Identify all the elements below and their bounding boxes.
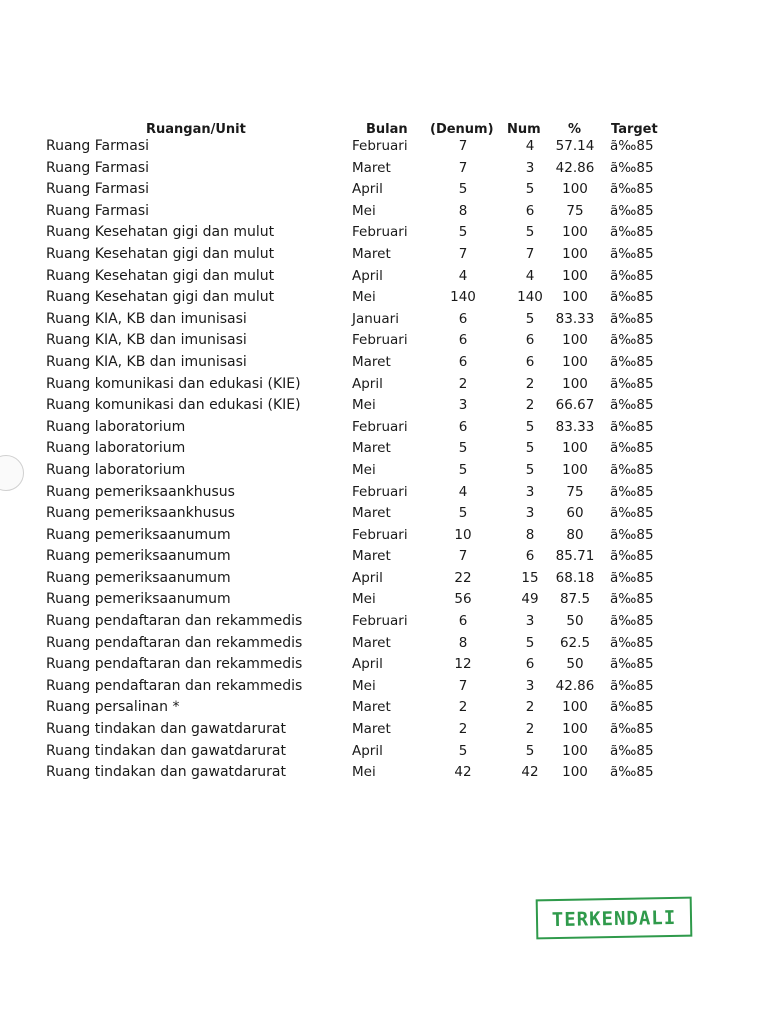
cell-target: ã‰85 <box>610 397 654 414</box>
cell-percent: 100 <box>562 267 588 284</box>
cell-percent: 87.5 <box>559 591 591 608</box>
cell-unit: Ruang Kesehatan gigi dan mulut <box>46 289 275 306</box>
cell-denum: 7 <box>458 159 468 176</box>
table-row <box>0 222 768 244</box>
cell-unit: Ruang pendaftaran dan rekammedis <box>46 634 303 651</box>
cell-target: ã‰85 <box>610 483 654 500</box>
cell-bulan: Maret <box>352 245 391 262</box>
table-row <box>0 352 768 374</box>
cell-num: 6 <box>525 353 535 370</box>
cell-denum: 5 <box>458 181 468 198</box>
cell-num: 6 <box>525 202 535 219</box>
cell-percent: 50 <box>566 613 584 630</box>
cell-num: 5 <box>525 742 535 759</box>
cell-unit: Ruang komunikasi dan edukasi (KIE) <box>46 375 301 392</box>
cell-percent: 100 <box>562 245 588 262</box>
cell-unit: Ruang laboratorium <box>46 418 186 435</box>
cell-bulan: Februari <box>352 332 408 349</box>
cell-bulan: April <box>352 181 383 198</box>
cell-denum: 7 <box>458 548 468 565</box>
cell-denum: 5 <box>458 461 468 478</box>
cell-target: ã‰85 <box>610 418 654 435</box>
cell-unit: Ruang Farmasi <box>46 138 150 154</box>
cell-denum: 7 <box>458 138 468 154</box>
cell-denum: 5 <box>458 505 468 522</box>
cell-target: ã‰85 <box>610 181 654 198</box>
cell-denum: 56 <box>454 591 472 608</box>
cell-denum: 8 <box>458 202 468 219</box>
header-denum: (Denum) <box>430 122 494 137</box>
cell-denum: 6 <box>458 613 468 630</box>
cell-num: 5 <box>525 310 535 327</box>
cell-denum: 10 <box>454 526 472 543</box>
cell-unit: Ruang laboratorium <box>46 440 186 457</box>
cell-percent: 57.14 <box>555 138 595 154</box>
cell-num: 4 <box>525 267 535 284</box>
cell-percent: 100 <box>562 181 588 198</box>
table-row <box>0 287 768 309</box>
cell-bulan: Mei <box>352 677 376 694</box>
cell-unit: Ruang pemeriksaankhusus <box>46 505 235 522</box>
table-row <box>0 525 768 547</box>
cell-denum: 2 <box>458 721 468 738</box>
cell-unit: Ruang komunikasi dan edukasi (KIE) <box>46 397 301 414</box>
cell-num: 42 <box>521 764 539 781</box>
cell-target: ã‰85 <box>610 764 654 781</box>
cell-bulan: Februari <box>352 418 408 435</box>
cell-unit: Ruang Farmasi <box>46 181 150 198</box>
cell-denum: 8 <box>458 634 468 651</box>
cell-unit: Ruang KIA, KB dan imunisasi <box>46 310 247 327</box>
table-row <box>0 201 768 223</box>
cell-bulan: Februari <box>352 613 408 630</box>
cell-denum: 4 <box>458 483 468 500</box>
cell-unit: Ruang pemeriksaanumum <box>46 548 231 565</box>
table-row <box>0 676 768 698</box>
cell-unit: Ruang laboratorium <box>46 461 186 478</box>
cell-bulan: Februari <box>352 224 408 241</box>
cell-unit: Ruang Farmasi <box>46 159 150 176</box>
cell-num: 140 <box>517 289 543 306</box>
cell-percent: 100 <box>562 721 588 738</box>
cell-target: ã‰85 <box>610 548 654 565</box>
cell-denum: 6 <box>458 418 468 435</box>
cell-bulan: April <box>352 267 383 284</box>
cell-unit: Ruang KIA, KB dan imunisasi <box>46 353 247 370</box>
cell-num: 4 <box>525 138 535 154</box>
table-row <box>0 719 768 741</box>
cell-denum: 5 <box>458 742 468 759</box>
cell-target: ã‰85 <box>610 742 654 759</box>
cell-bulan: April <box>352 569 383 586</box>
cell-target: ã‰85 <box>610 353 654 370</box>
cell-bulan: Maret <box>352 440 391 457</box>
cell-denum: 6 <box>458 310 468 327</box>
cell-bulan: Mei <box>352 764 376 781</box>
cell-num: 15 <box>521 569 539 586</box>
cell-percent: 85.71 <box>555 548 595 565</box>
cell-denum: 5 <box>458 224 468 241</box>
cell-percent: 100 <box>562 764 588 781</box>
cell-target: ã‰85 <box>610 310 654 327</box>
cell-num: 5 <box>525 224 535 241</box>
cell-target: ã‰85 <box>610 505 654 522</box>
cell-target: ã‰85 <box>610 332 654 349</box>
cell-unit: Ruang tindakan dan gawatdarurat <box>46 721 286 738</box>
table-row <box>0 741 768 763</box>
cell-target: ã‰85 <box>610 138 654 154</box>
cell-num: 3 <box>525 483 535 500</box>
cell-num: 6 <box>525 656 535 673</box>
cell-unit: Ruang pendaftaran dan rekammedis <box>46 677 303 694</box>
cell-percent: 100 <box>562 742 588 759</box>
cell-percent: 75 <box>566 202 584 219</box>
cell-target: ã‰85 <box>610 526 654 543</box>
cell-num: 5 <box>525 181 535 198</box>
table-row <box>0 309 768 331</box>
cell-denum: 140 <box>450 289 476 306</box>
cell-denum: 2 <box>458 375 468 392</box>
cell-num: 2 <box>525 721 535 738</box>
cell-bulan: Maret <box>352 353 391 370</box>
cell-percent: 66.67 <box>555 397 595 414</box>
cell-bulan: Mei <box>352 289 376 306</box>
cell-bulan: Februari <box>352 138 408 154</box>
table-row <box>0 697 768 719</box>
cell-unit: Ruang KIA, KB dan imunisasi <box>46 332 247 349</box>
cell-percent: 50 <box>566 656 584 673</box>
cell-target: ã‰85 <box>610 569 654 586</box>
cell-unit: Ruang tindakan dan gawatdarurat <box>46 742 286 759</box>
cell-percent: 100 <box>562 375 588 392</box>
cell-num: 2 <box>525 699 535 716</box>
cell-target: ã‰85 <box>610 699 654 716</box>
table-row <box>0 503 768 525</box>
cell-num: 49 <box>521 591 539 608</box>
cell-bulan: Maret <box>352 505 391 522</box>
cell-bulan: Maret <box>352 634 391 651</box>
cell-percent: 42.86 <box>555 677 595 694</box>
cell-target: ã‰85 <box>610 289 654 306</box>
cell-denum: 7 <box>458 677 468 694</box>
cell-target: ã‰85 <box>610 267 654 284</box>
table-row <box>0 654 768 676</box>
cell-percent: 75 <box>566 483 584 500</box>
cell-target: ã‰85 <box>610 634 654 651</box>
table-row <box>0 244 768 266</box>
cell-target: ã‰85 <box>610 224 654 241</box>
cell-target: ã‰85 <box>610 375 654 392</box>
cell-num: 8 <box>525 526 535 543</box>
cell-unit: Ruang pendaftaran dan rekammedis <box>46 613 303 630</box>
cell-percent: 83.33 <box>555 310 595 327</box>
table-row <box>0 568 768 590</box>
cell-percent: 42.86 <box>555 159 595 176</box>
cell-denum: 5 <box>458 440 468 457</box>
cell-bulan: Maret <box>352 699 391 716</box>
cell-num: 3 <box>525 505 535 522</box>
cell-percent: 68.18 <box>555 569 595 586</box>
cell-percent: 83.33 <box>555 418 595 435</box>
header-bulan: Bulan <box>366 122 408 137</box>
cell-unit: Ruang pemeriksaanumum <box>46 591 231 608</box>
cell-denum: 4 <box>458 267 468 284</box>
cell-unit: Ruang Kesehatan gigi dan mulut <box>46 267 275 284</box>
cell-unit: Ruang pemeriksaankhusus <box>46 483 235 500</box>
cell-bulan: April <box>352 375 383 392</box>
header-target: Target <box>611 122 658 137</box>
header-num: Num <box>507 122 541 137</box>
cell-bulan: Maret <box>352 159 391 176</box>
table-row <box>0 266 768 288</box>
cell-denum: 12 <box>454 656 472 673</box>
cell-percent: 80 <box>566 526 584 543</box>
cell-bulan: Mei <box>352 591 376 608</box>
table-row <box>0 611 768 633</box>
cell-percent: 60 <box>566 505 584 522</box>
cell-percent: 100 <box>562 353 588 370</box>
table-row <box>0 438 768 460</box>
cell-denum: 3 <box>458 397 468 414</box>
cell-denum: 22 <box>454 569 472 586</box>
cell-num: 3 <box>525 159 535 176</box>
cell-denum: 6 <box>458 332 468 349</box>
cell-target: ã‰85 <box>610 613 654 630</box>
cell-target: ã‰85 <box>610 656 654 673</box>
cell-denum: 6 <box>458 353 468 370</box>
cell-percent: 100 <box>562 440 588 457</box>
table-row <box>0 546 768 568</box>
cell-num: 5 <box>525 418 535 435</box>
cell-target: ã‰85 <box>610 461 654 478</box>
cell-percent: 100 <box>562 699 588 716</box>
cell-percent: 100 <box>562 224 588 241</box>
header-percent: % <box>568 122 582 137</box>
cell-target: ã‰85 <box>610 591 654 608</box>
cell-unit: Ruang persalinan * <box>46 699 180 716</box>
cell-target: ã‰85 <box>610 202 654 219</box>
cell-num: 6 <box>525 548 535 565</box>
cell-denum: 7 <box>458 245 468 262</box>
cell-unit: Ruang Kesehatan gigi dan mulut <box>46 224 275 241</box>
cell-bulan: Februari <box>352 526 408 543</box>
table-row <box>0 762 768 784</box>
table-row <box>0 395 768 417</box>
cell-target: ã‰85 <box>610 677 654 694</box>
cell-target: ã‰85 <box>610 440 654 457</box>
cell-num: 5 <box>525 634 535 651</box>
cell-num: 5 <box>525 440 535 457</box>
cell-num: 7 <box>525 245 535 262</box>
cell-num: 3 <box>525 613 535 630</box>
cell-bulan: Maret <box>352 721 391 738</box>
cell-bulan: April <box>352 656 383 673</box>
table-row <box>0 374 768 396</box>
table-row <box>0 589 768 611</box>
table-row <box>0 417 768 439</box>
cell-unit: Ruang tindakan dan gawatdarurat <box>46 764 286 781</box>
cell-unit: Ruang pendaftaran dan rekammedis <box>46 656 303 673</box>
cell-percent: 100 <box>562 289 588 306</box>
cell-bulan: Mei <box>352 461 376 478</box>
cell-unit: Ruang Farmasi <box>46 202 150 219</box>
cell-percent: 100 <box>562 461 588 478</box>
cell-bulan: Maret <box>352 548 391 565</box>
cell-target: ã‰85 <box>610 159 654 176</box>
cell-bulan: Februari <box>352 483 408 500</box>
cell-bulan: Mei <box>352 202 376 219</box>
table-body <box>0 136 768 784</box>
table-row <box>0 136 768 158</box>
cell-num: 3 <box>525 677 535 694</box>
cell-target: ã‰85 <box>610 245 654 262</box>
terkendali-stamp: TERKENDALI <box>536 897 693 940</box>
cell-num: 2 <box>525 397 535 414</box>
table-row <box>0 460 768 482</box>
cell-denum: 2 <box>458 699 468 716</box>
cell-num: 2 <box>525 375 535 392</box>
cell-target: ã‰85 <box>610 721 654 738</box>
cell-num: 6 <box>525 332 535 349</box>
table-row <box>0 179 768 201</box>
cell-unit: Ruang pemeriksaanumum <box>46 526 231 543</box>
table-row <box>0 482 768 504</box>
cell-unit: Ruang pemeriksaanumum <box>46 569 231 586</box>
cell-bulan: Januari <box>352 310 399 327</box>
cell-bulan: Mei <box>352 397 376 414</box>
cell-percent: 62.5 <box>559 634 591 651</box>
cell-percent: 100 <box>562 332 588 349</box>
header-ruangan: Ruangan/Unit <box>146 122 246 137</box>
cell-denum: 42 <box>454 764 472 781</box>
cell-unit: Ruang Kesehatan gigi dan mulut <box>46 245 275 262</box>
table-row <box>0 633 768 655</box>
cell-num: 5 <box>525 461 535 478</box>
cell-bulan: April <box>352 742 383 759</box>
table-row <box>0 330 768 352</box>
table-row <box>0 158 768 180</box>
